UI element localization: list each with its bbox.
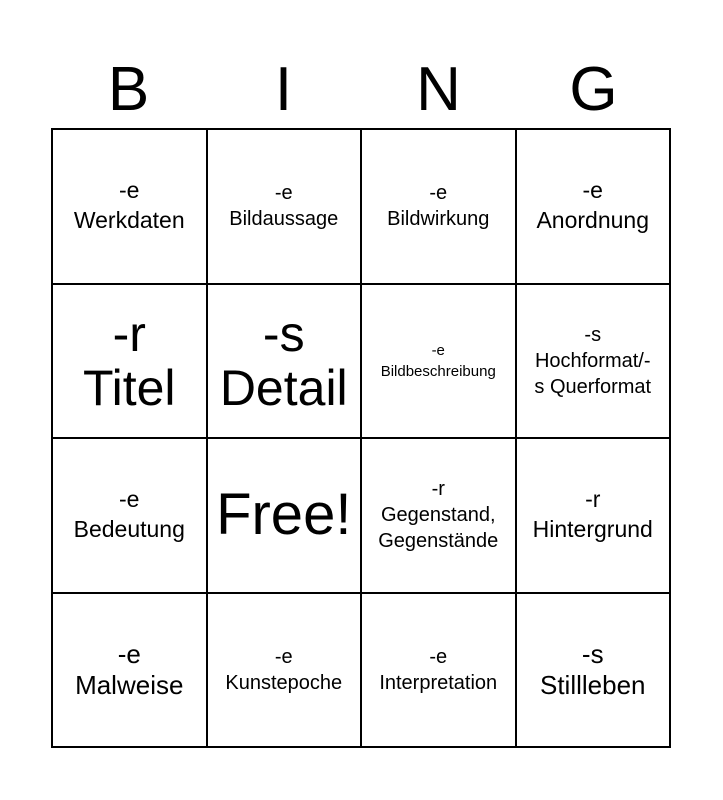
cell-label: -e Kunstepoche (225, 645, 343, 694)
bingo-cell (517, 130, 672, 285)
cell-label: -r Hintergrund (532, 486, 653, 543)
cell-label: -e Bedeutung (73, 486, 185, 543)
bingo-board (51, 128, 671, 748)
bingo-cell (53, 594, 208, 749)
bingo-header (51, 52, 671, 128)
header-letter-g: G (569, 55, 618, 124)
bingo-cell (362, 285, 517, 440)
cell-label: -e Anordnung (536, 177, 650, 234)
cell-label: -s Stillleben (539, 638, 646, 700)
bingo-cell (53, 285, 208, 440)
cell-label: -r Gegenstand, Gegenstände (378, 478, 499, 553)
bingo-cell (517, 439, 672, 594)
bingo-cell (53, 130, 208, 285)
cell-label: -r Titel (82, 305, 176, 416)
cell-label: -s Detail (219, 305, 348, 416)
header-letter-i: I (274, 55, 293, 124)
header-letter-b: B (107, 55, 150, 124)
bingo-cell (362, 130, 517, 285)
cell-label: -e Interpretation (379, 645, 498, 694)
bingo-cell (362, 439, 517, 594)
bingo-cell (208, 130, 363, 285)
header-letter-n: N (416, 55, 461, 124)
free-cell (208, 439, 363, 594)
bingo-cell (517, 285, 672, 440)
free-label: Free! (216, 482, 352, 548)
bingo-cell (53, 439, 208, 594)
bingo-cell (362, 594, 517, 749)
cell-label: -e Bildbeschreibung (380, 341, 496, 380)
cell-label: -e Malweise (75, 638, 184, 700)
cell-label: -e Bildwirkung (387, 182, 490, 231)
cell-label: -s Hochformat/- s Querformat (534, 323, 652, 398)
bingo-cell (208, 285, 363, 440)
bingo-cell (517, 594, 672, 749)
bingo-cell (208, 594, 363, 749)
cell-label: -e Bildaussage (229, 182, 339, 231)
cell-label: -e Werkdaten (73, 177, 185, 234)
